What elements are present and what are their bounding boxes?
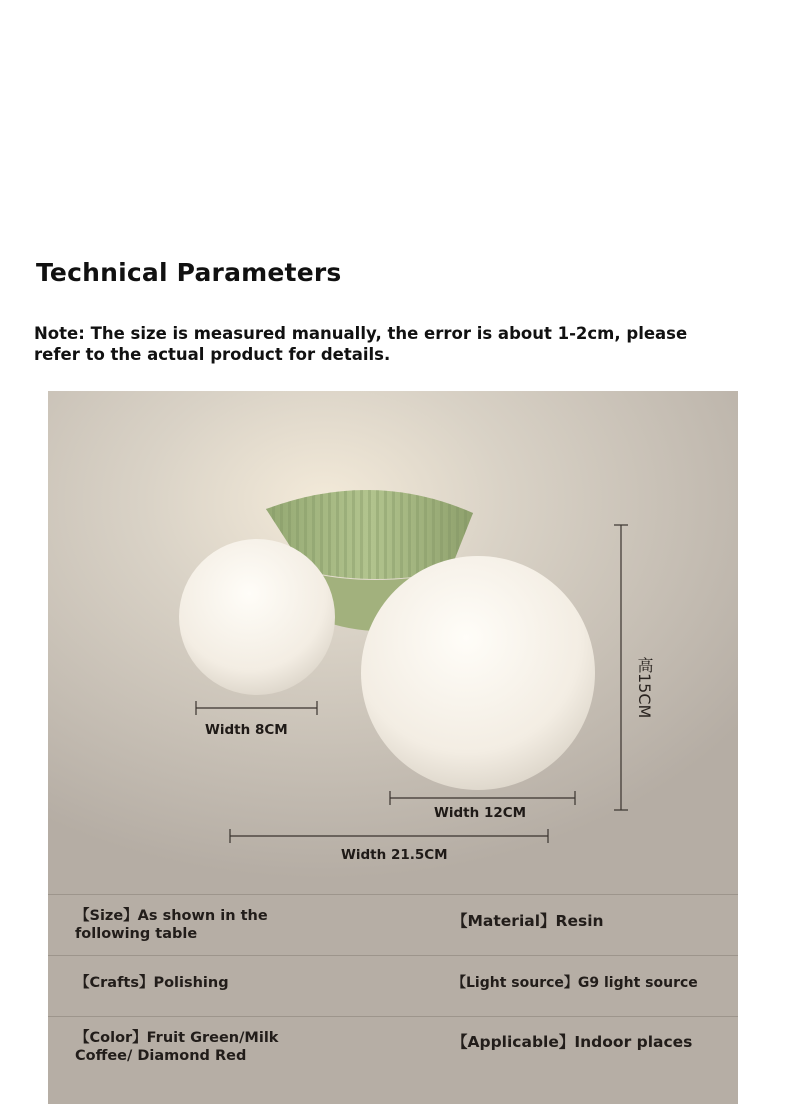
small-globe-width-label: Width 8CM (205, 722, 288, 738)
spec-row (48, 955, 738, 1016)
total-width-label: Width 21.5CM (341, 847, 448, 863)
spec-applicable: 【Applicable】Indoor places (452, 1033, 693, 1051)
spec-material: 【Material】Resin (452, 912, 604, 930)
page-title: Technical Parameters (36, 258, 342, 287)
height-label: 高15CM (635, 657, 654, 719)
spec-row (48, 894, 738, 955)
large-globe-width-label: Width 12CM (434, 805, 527, 821)
product-panel (48, 391, 738, 1104)
measurement-note: Note: The size is measured manually, the error is about 1-2cm, please refer to the actual product for details. (34, 324, 688, 364)
product-photo (48, 391, 738, 894)
large-globe (361, 556, 595, 790)
spec-crafts: 【Crafts】Polishing (75, 975, 229, 991)
spec-light-source: 【Light source】G9 light source (452, 975, 698, 991)
spec-size: 【Size】As shown in the following table (75, 908, 268, 942)
spec-row (48, 1016, 738, 1077)
small-globe (179, 539, 335, 695)
spec-color: 【Color】Fruit Green/Milk Coffee/ Diamond Red (75, 1030, 279, 1064)
spec-table (48, 894, 738, 1077)
